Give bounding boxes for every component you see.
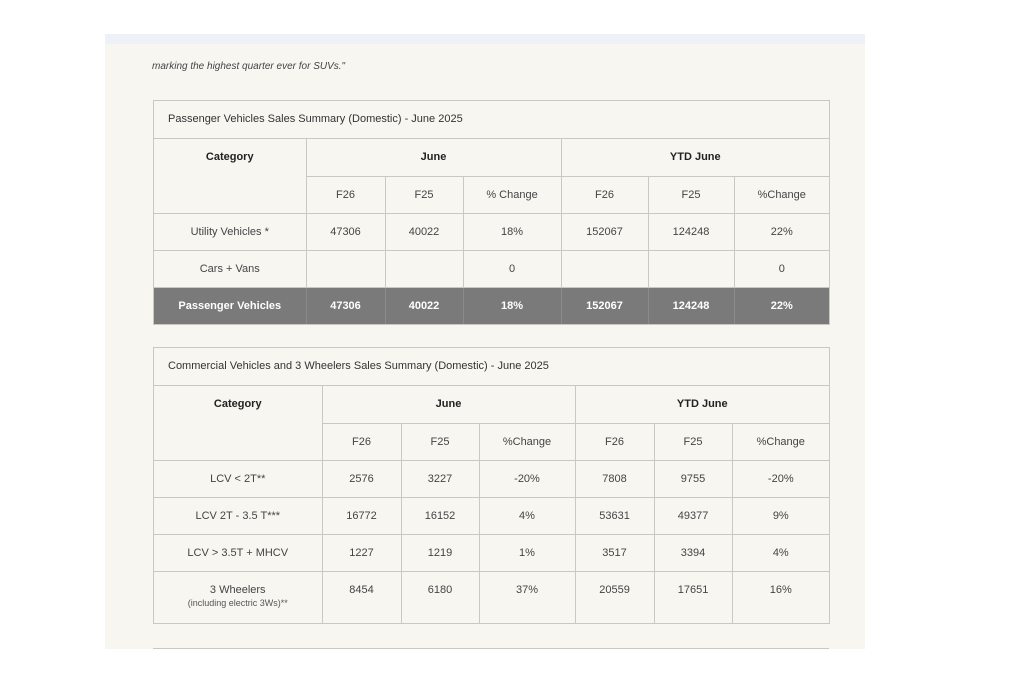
column-header: %Change	[479, 423, 575, 460]
table-cell: 40022	[385, 213, 463, 250]
table-cell: 9755	[654, 460, 732, 497]
table-cell: 22%	[734, 213, 829, 250]
ytd-june-header: YTD June	[575, 386, 829, 423]
intro-text: marking the highest quarter ever for SUVs."	[152, 61, 346, 72]
table-cell: -20%	[732, 460, 829, 497]
column-header: F25	[401, 423, 479, 460]
table-cell: 4%	[479, 497, 575, 534]
bottom-divider	[153, 648, 829, 649]
table-cell: 0	[463, 250, 561, 287]
table-cell: 152067	[561, 287, 648, 324]
table-cell: 3517	[575, 534, 654, 571]
passenger-panel-title: Passenger Vehicles Sales Summary (Domestic) - June 2025	[154, 101, 829, 139]
table-cell	[385, 250, 463, 287]
column-header: F26	[306, 176, 385, 213]
passenger-sales-panel	[153, 100, 830, 325]
row-category: Passenger Vehicles	[154, 287, 306, 324]
row-category: LCV > 3.5T + MHCV	[154, 534, 322, 571]
column-header: F25	[654, 423, 732, 460]
june-header: June	[322, 386, 575, 423]
table-cell: 124248	[648, 287, 734, 324]
table-cell: 16152	[401, 497, 479, 534]
passenger-sales-table	[154, 139, 829, 324]
table-cell: 47306	[306, 287, 385, 324]
table-cell: 1219	[401, 534, 479, 571]
table-cell: 1227	[322, 534, 401, 571]
table-cell: 18%	[463, 287, 561, 324]
column-header: %Change	[732, 423, 829, 460]
column-header: F26	[322, 423, 401, 460]
table-row	[154, 534, 829, 571]
row-category-label: 3 Wheelers	[209, 583, 266, 596]
ytd-june-header: YTD June	[561, 139, 829, 176]
table-cell: 53631	[575, 497, 654, 534]
table-row	[154, 460, 829, 497]
table-row	[154, 213, 829, 250]
row-category: Cars + Vans	[154, 250, 306, 287]
commercial-sales-panel	[153, 347, 830, 624]
commercial-sales-table	[154, 386, 829, 623]
row-category: Utility Vehicles *	[154, 213, 306, 250]
row-category-note: (including electric 3Ws)**	[187, 597, 288, 608]
table-cell: 20559	[575, 571, 654, 623]
table-cell: 9%	[732, 497, 829, 534]
table-cell: 8454	[322, 571, 401, 623]
table-cell: 16%	[732, 571, 829, 623]
column-header: %Change	[734, 176, 829, 213]
column-header: F26	[561, 176, 648, 213]
table-cell: 17651	[654, 571, 732, 623]
table-cell	[561, 250, 648, 287]
table-cell: 47306	[306, 213, 385, 250]
table-cell: 4%	[732, 534, 829, 571]
table-cell: 49377	[654, 497, 732, 534]
table-cell: 37%	[479, 571, 575, 623]
column-header: % Change	[463, 176, 561, 213]
table-cell	[306, 250, 385, 287]
category-header: Category	[154, 386, 322, 460]
table-cell: 40022	[385, 287, 463, 324]
table-cell: 124248	[648, 213, 734, 250]
row-category	[154, 571, 322, 623]
june-header: June	[306, 139, 561, 176]
column-header: F25	[385, 176, 463, 213]
table-row	[154, 497, 829, 534]
table-cell: 18%	[463, 213, 561, 250]
table-cell: 7808	[575, 460, 654, 497]
table-cell: 0	[734, 250, 829, 287]
table-cell: -20%	[479, 460, 575, 497]
column-header: F25	[648, 176, 734, 213]
table-cell	[648, 250, 734, 287]
table-row	[154, 571, 829, 623]
table-cell: 152067	[561, 213, 648, 250]
table-cell: 6180	[401, 571, 479, 623]
table-cell: 22%	[734, 287, 829, 324]
table-cell: 3394	[654, 534, 732, 571]
category-header: Category	[154, 139, 306, 213]
table-cell: 3227	[401, 460, 479, 497]
row-category: LCV < 2T**	[154, 460, 322, 497]
table-cell: 2576	[322, 460, 401, 497]
column-header: F26	[575, 423, 654, 460]
table-cell: 1%	[479, 534, 575, 571]
commercial-panel-title: Commercial Vehicles and 3 Wheelers Sales Summary (Domestic) - June 2025	[154, 348, 829, 386]
total-row	[154, 287, 829, 324]
table-cell: 16772	[322, 497, 401, 534]
article-body	[105, 44, 865, 649]
row-category: LCV 2T - 3.5 T***	[154, 497, 322, 534]
table-row	[154, 250, 829, 287]
